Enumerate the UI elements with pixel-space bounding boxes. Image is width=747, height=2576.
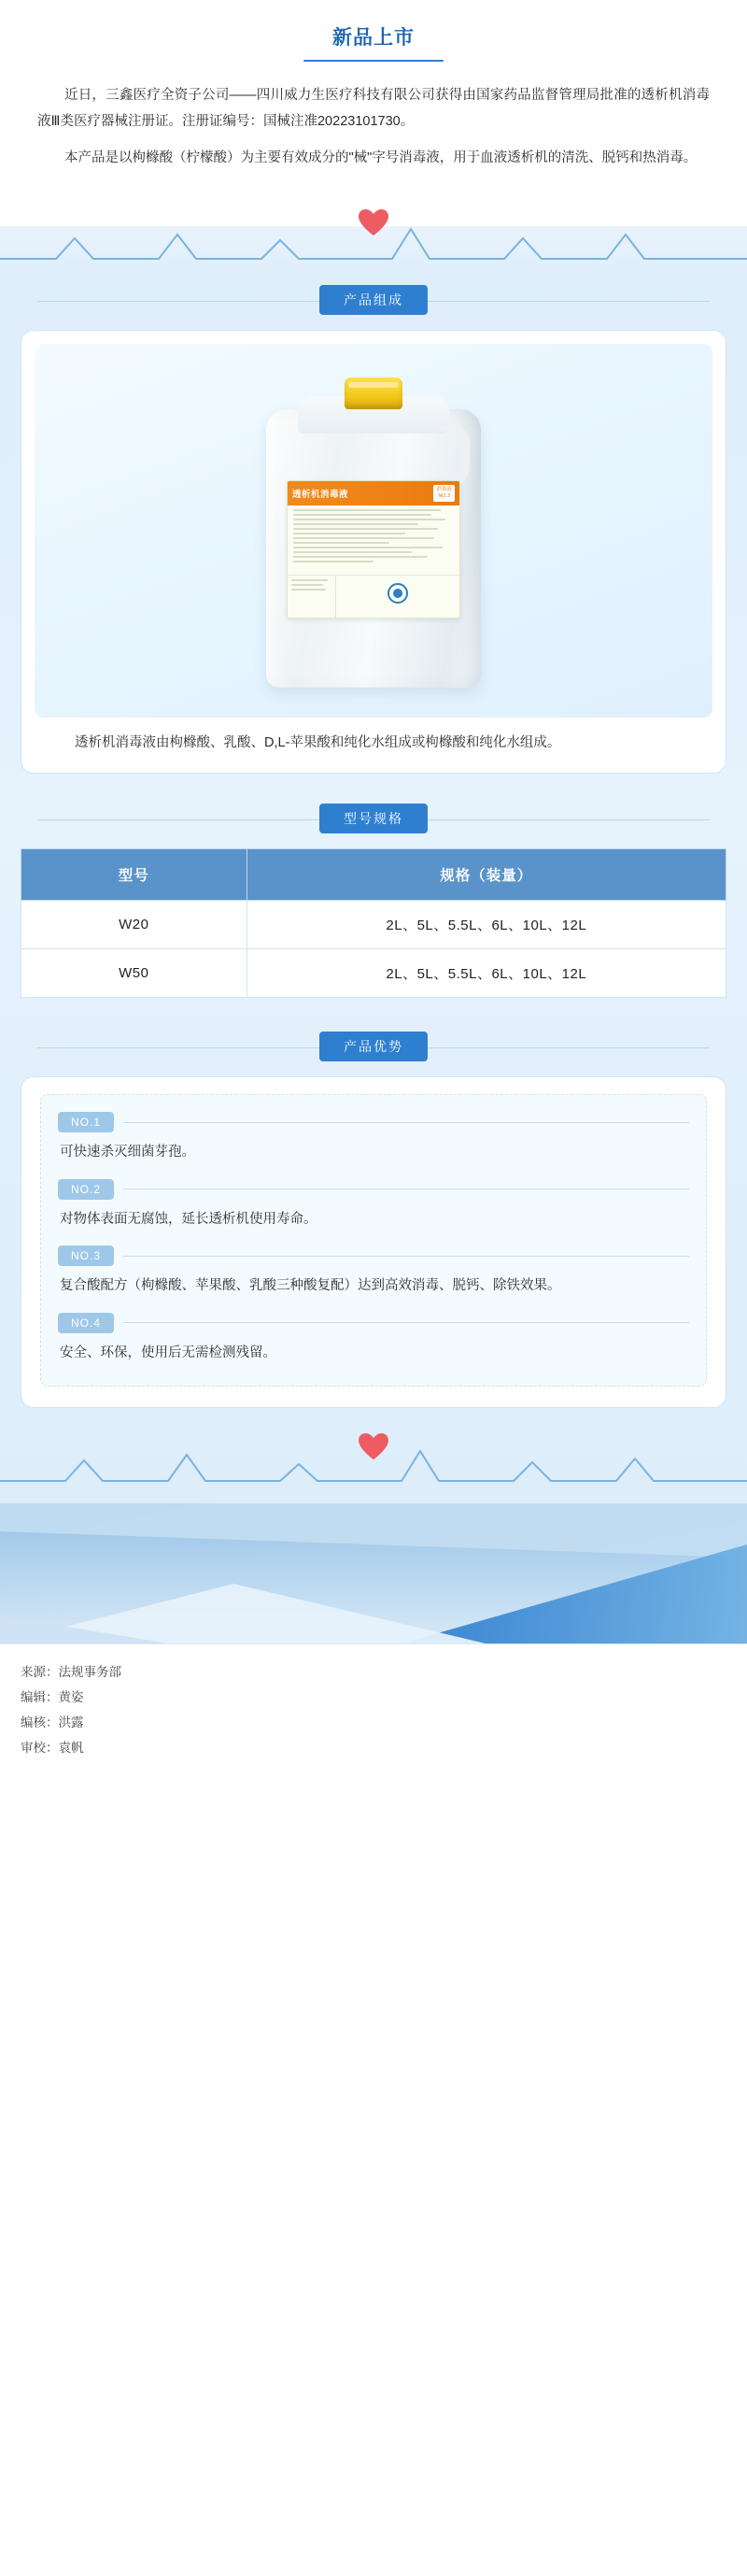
section-title-composition <box>0 272 747 330</box>
label-line <box>291 589 326 591</box>
advantage-rule <box>123 1322 689 1323</box>
label-badge-line1: 消毒液 <box>436 486 452 492</box>
label-line <box>293 533 405 534</box>
label-footer-mid <box>336 576 459 618</box>
advantage-badge: NO.4 <box>58 1313 114 1333</box>
intro-paragraph-2: 本产品是以枸橼酸（柠檬酸）为主要有效成分的"械"字号消毒液，用于血液透析机的清洗、脱钙和热消毒。 <box>64 149 698 165</box>
composition-caption: 透析机消毒液由枸橼酸、乳酸、D,L-苹果酸和纯化水组成或枸橼酸和纯化水组成。 <box>75 734 561 750</box>
advantage-item <box>58 1112 689 1166</box>
section-title-spec <box>0 790 747 848</box>
advantage-rule <box>123 1188 689 1189</box>
composition-card <box>21 330 726 775</box>
jerrycan-handle <box>427 420 470 490</box>
pill-label-advantages: 产品优势 <box>319 1032 428 1061</box>
credit-editor: 编辑：黄姿 <box>21 1689 84 1704</box>
label-line <box>293 519 445 520</box>
label-line <box>291 579 328 581</box>
advantage-text: 可快速杀灭细菌芽孢。 <box>60 1145 195 1160</box>
label-header <box>288 481 459 505</box>
credit-source: 来源：法规事务部 <box>21 1664 121 1679</box>
advantage-item <box>58 1179 689 1233</box>
advantage-badge: NO.3 <box>58 1245 114 1266</box>
advantage-head <box>58 1245 689 1266</box>
table-header-spec: 规格（装量） <box>247 849 726 901</box>
wave-divider-top <box>0 188 747 272</box>
advantage-rule <box>123 1256 689 1257</box>
advantage-head <box>58 1179 689 1200</box>
label-footer <box>288 575 459 618</box>
label-line <box>293 556 428 558</box>
advantage-head <box>58 1112 689 1132</box>
advantage-text: 安全、环保，使用后无需检测残留。 <box>60 1345 276 1360</box>
label-footer-left <box>288 576 336 618</box>
blue-body <box>0 272 747 1644</box>
label-line <box>291 584 323 586</box>
product-label <box>287 480 460 619</box>
title-underline <box>303 60 444 62</box>
table-header-model: 型号 <box>21 849 247 901</box>
spec-table-wrap <box>0 848 747 1018</box>
advantage-badge: NO.1 <box>58 1112 114 1132</box>
cell-spec: 2L、5L、5.5L、6L、10L、12L <box>247 949 726 998</box>
jerrycan-illustration <box>266 370 481 688</box>
label-badge <box>433 485 455 502</box>
cell-spec: 2L、5L、5.5L、6L、10L、12L <box>247 901 726 949</box>
credit-reviewer: 编核：洪露 <box>21 1715 84 1729</box>
advantages-card <box>21 1076 726 1407</box>
advantage-item <box>58 1245 689 1300</box>
label-text-block <box>288 505 459 569</box>
pill-label-composition: 产品组成 <box>319 285 428 315</box>
label-line <box>293 542 389 544</box>
advantage-badge: NO.2 <box>58 1179 114 1200</box>
intro-paragraph-1: 近日，三鑫医疗全资子公司——四川威力生医疗科技有限公司获得由国家药品监督管理局批准的透析机消毒液Ⅲ类医疗器械注册证。注册证编号：国械注准20223101730。 <box>37 88 710 130</box>
heart-icon <box>358 208 389 236</box>
intro-block <box>0 73 747 184</box>
page-title: 新品上市 <box>332 27 415 49</box>
label-line <box>293 537 434 539</box>
page-header <box>0 0 747 73</box>
table-row <box>21 901 726 949</box>
wave-divider-bottom <box>0 1417 747 1503</box>
label-line <box>293 523 418 525</box>
product-photo <box>35 344 712 718</box>
label-line <box>293 547 443 548</box>
label-product-name: 透析机消毒液 <box>292 489 349 500</box>
label-line <box>293 561 374 562</box>
label-badge-line2: NO.3 <box>438 492 451 499</box>
certification-mark-icon <box>388 583 408 604</box>
advantage-rule <box>123 1122 689 1123</box>
credits-block <box>0 1644 747 1785</box>
jerrycan-cap <box>345 377 402 409</box>
table-header-row <box>21 849 726 901</box>
spec-table <box>21 848 726 998</box>
advantage-text: 复合酸配方（枸橼酸、苹果酸、乳酸三种酸复配）达到高效消毒、脱钙、除铁效果。 <box>60 1278 561 1294</box>
advantage-text: 对物体表面无腐蚀，延长透析机使用寿命。 <box>60 1211 317 1227</box>
credit-proofreader: 审校：袁帆 <box>21 1740 84 1755</box>
section-title-advantages <box>0 1018 747 1076</box>
heart-icon <box>358 1432 389 1460</box>
pill-label-spec: 型号规格 <box>319 804 428 833</box>
table-row <box>21 949 726 998</box>
label-line <box>293 528 438 530</box>
advantages-inner <box>40 1094 707 1386</box>
cell-model: W50 <box>21 949 247 998</box>
footer-graphic <box>0 1503 747 1644</box>
label-line <box>293 551 412 553</box>
label-line <box>293 514 431 516</box>
label-line <box>293 509 441 511</box>
cell-model: W20 <box>21 901 247 949</box>
advantage-item <box>58 1313 689 1367</box>
advantage-head <box>58 1313 689 1333</box>
